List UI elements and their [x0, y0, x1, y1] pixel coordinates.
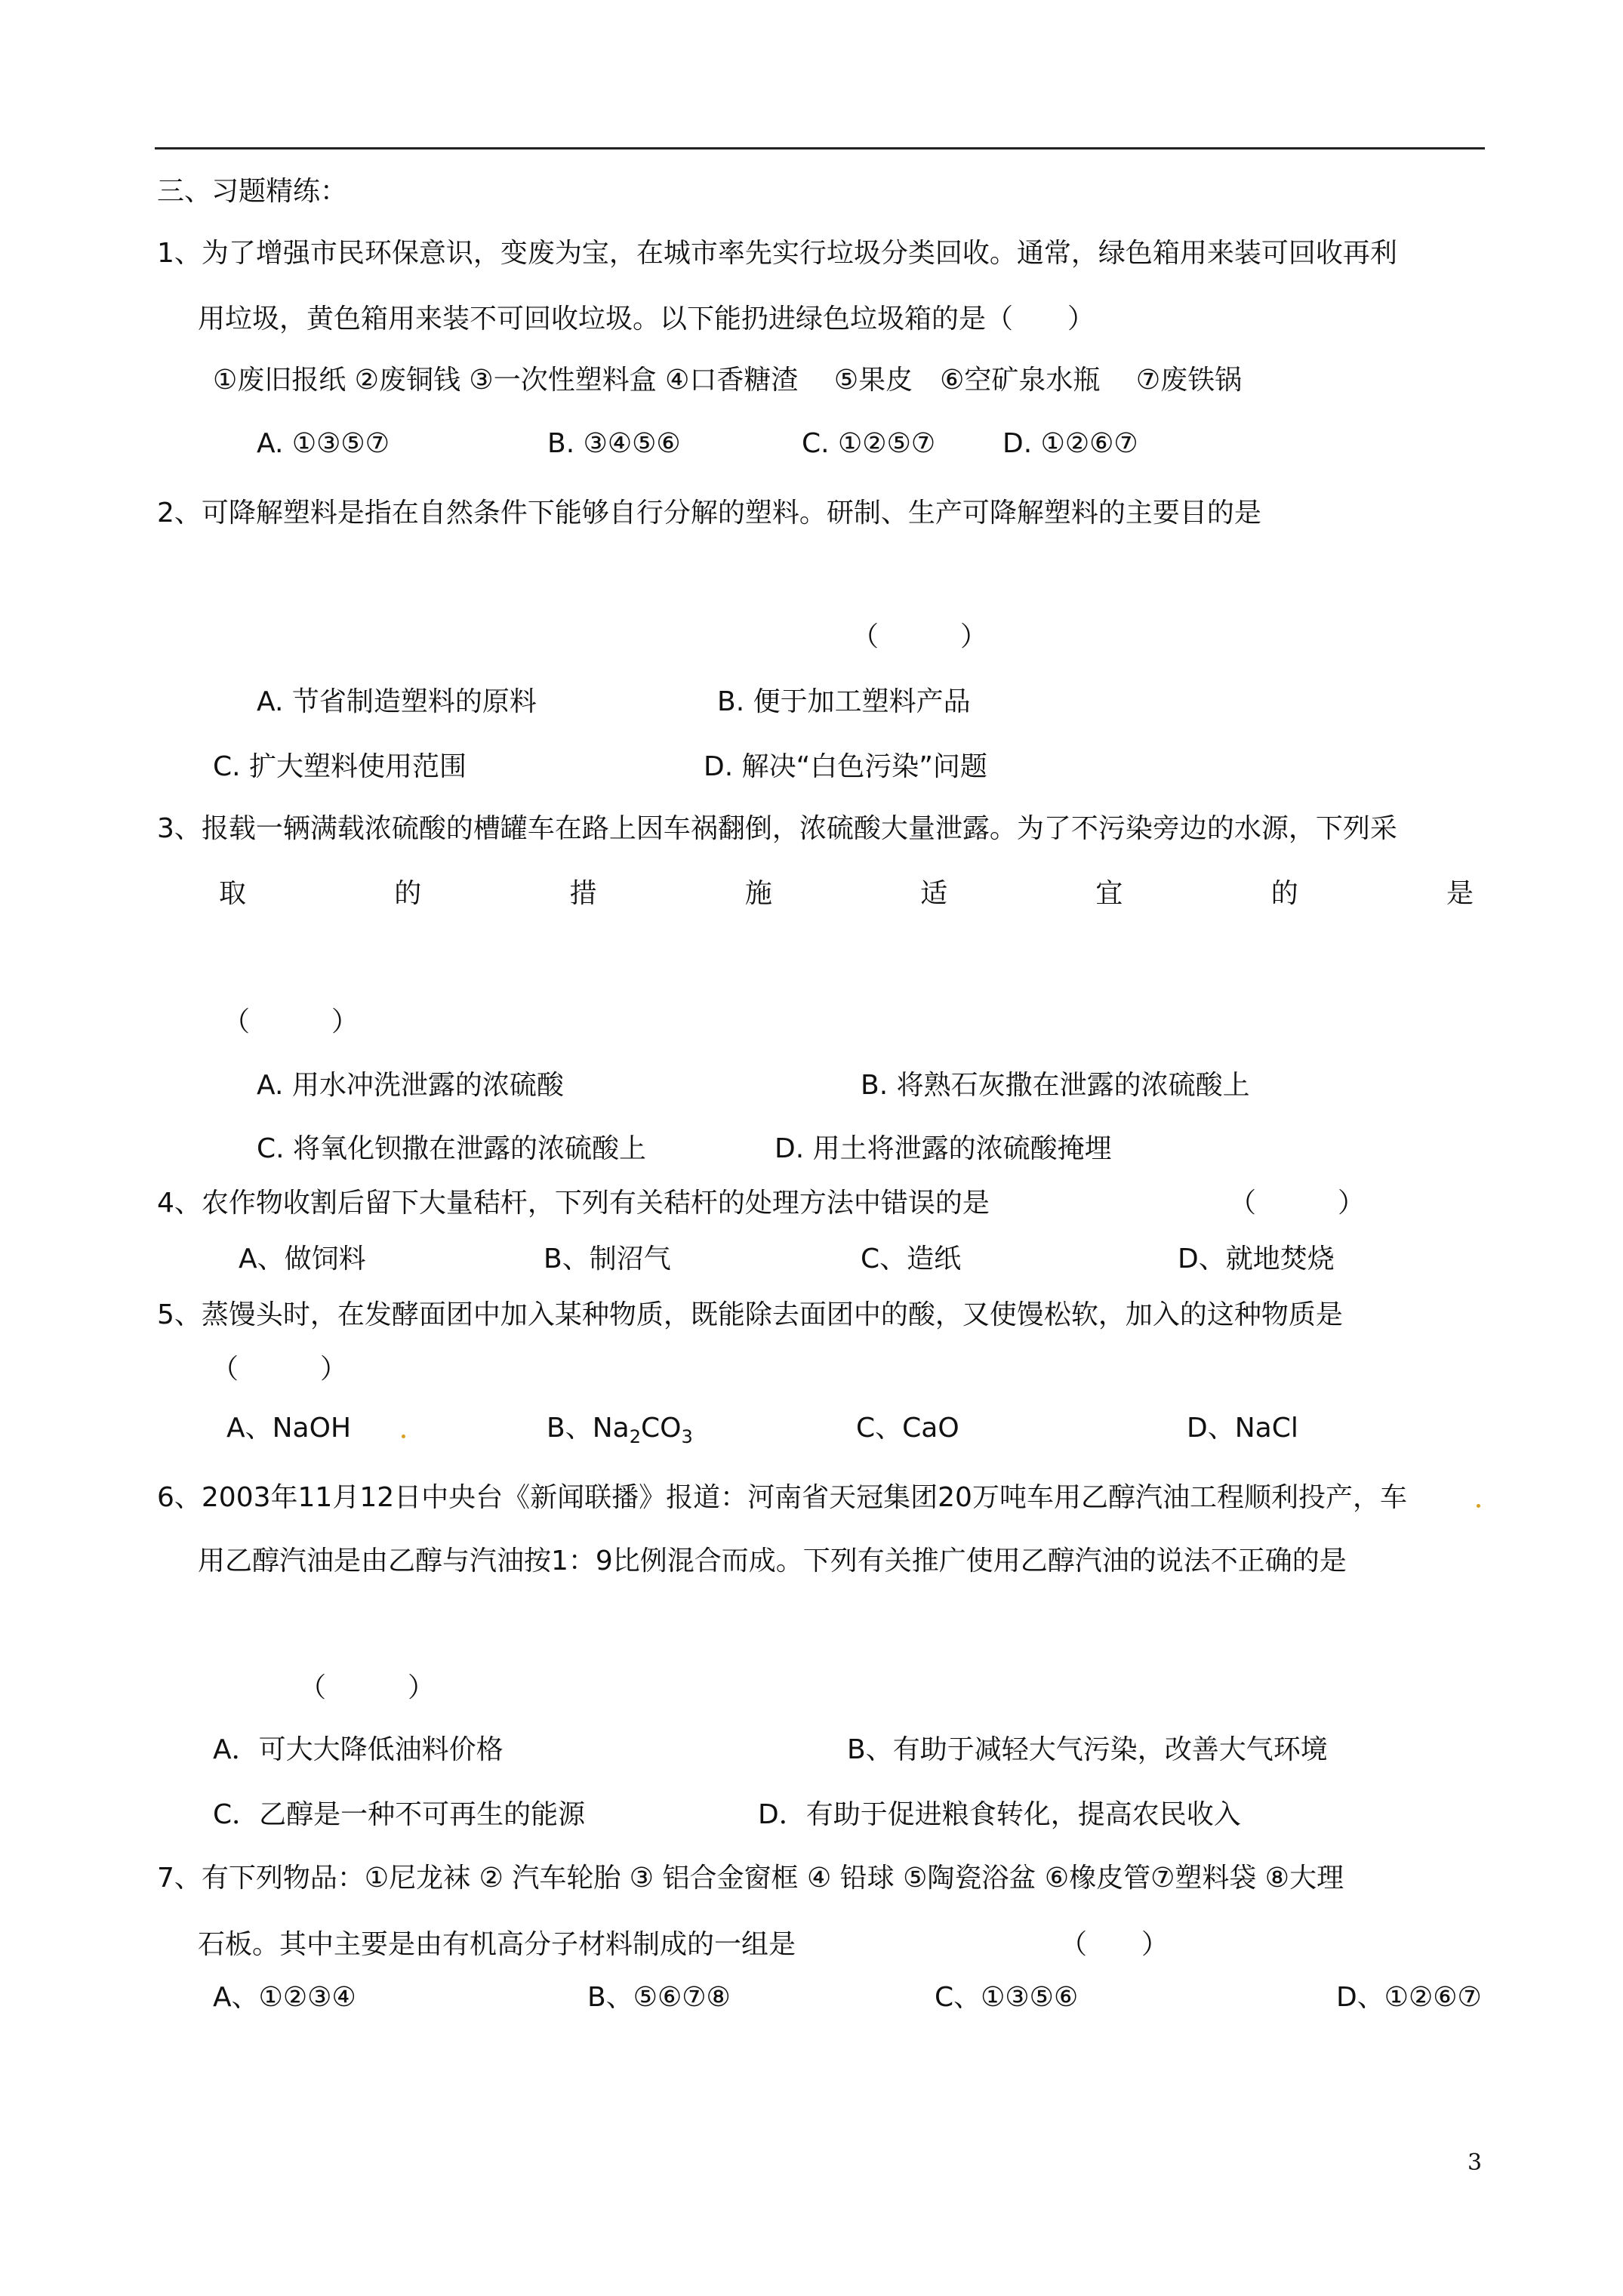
question-5-bracket: （ ）	[211, 1354, 348, 1385]
question-1-option-c: C. ①②⑤⑦	[802, 428, 936, 459]
question-5-line-1: 5、蒸馒头时，在发酵面团中加入某种物质，既能除去面团中的酸，又使馒松软，加入的这种物质是	[157, 1299, 1343, 1330]
question-7-option-d: D、①②⑥⑦	[1336, 1982, 1482, 2013]
stray-mark	[402, 1435, 405, 1438]
question-4-option-a: A、做饲料	[239, 1244, 366, 1274]
question-5-option-d: D、NaCl	[1187, 1413, 1298, 1444]
question-6-line-1: 6、2003年11月12日中央台《新闻联播》报道：河南省天冠集团20万吨车用乙醇汽油工程顺利投产，车	[157, 1482, 1407, 1513]
page-number: 3	[1467, 2150, 1483, 2176]
question-6-option-a: A．可大大降低油料价格	[213, 1734, 504, 1765]
question-7-bracket: （ ）	[1060, 1929, 1169, 1960]
question-7-line-1: 7、有下列物品：①尼龙袜 ② 汽车轮胎 ③ 铝合金窗框 ④ 铅球 ⑤陶瓷浴盆 ⑥橡皮管⑦塑料袋 ⑧大理	[157, 1863, 1344, 1894]
spread-char: 的	[394, 878, 422, 909]
spread-char: 措	[569, 878, 597, 909]
question-2-option-c: C. 扩大塑料使用范围	[213, 751, 467, 782]
question-6-option-d: D．有助于促进粮食转化，提高农民收入	[758, 1799, 1241, 1830]
question-4-option-d: D、就地焚烧	[1178, 1244, 1335, 1274]
question-3-line-1: 3、报载一辆满载浓硫酸的槽罐车在路上因车祸翻倒，浓硫酸大量泄露。为了不污染旁边的水源，下列采	[157, 813, 1397, 844]
question-7-line-2: 石板。其中主要是由有机高分子材料制成的一组是	[198, 1929, 796, 1960]
question-1-option-a: A. ①③⑤⑦	[257, 428, 390, 459]
spread-char: 宜	[1095, 878, 1123, 909]
question-2-option-d: D. 解决“白色污染”问题	[704, 751, 987, 782]
question-6-bracket: （ ）	[299, 1672, 436, 1703]
question-3-option-b: B. 将熟石灰撒在泄露的浓硫酸上	[861, 1070, 1250, 1101]
question-2-option-b: B. 便于加工塑料产品	[717, 686, 971, 717]
spread-char: 的	[1270, 878, 1298, 909]
question-4-line-1: 4、农作物收割后留下大量秸杆，下列有关秸杆的处理方法中错误的是	[157, 1188, 990, 1219]
stray-mark	[1477, 1504, 1480, 1508]
question-2-bracket: （ ）	[852, 621, 988, 652]
question-3-option-c: C. 将氧化钡撒在泄露的浓硫酸上	[257, 1133, 647, 1164]
question-1-items: ①废旧报纸 ②废铜钱 ③一次性塑料盒 ④口香糖渣 ⑤果皮 ⑥空矿泉水瓶 ⑦废铁锅	[213, 365, 1243, 396]
spread-char: 施	[744, 878, 772, 909]
question-1-line-2: 用垃圾，黄色箱用来装不可回收垃圾。以下能扔进绿色垃圾箱的是（ ）	[198, 304, 1095, 334]
question-4-option-c: C、造纸	[861, 1244, 962, 1274]
spread-char: 取	[219, 878, 247, 909]
question-4-option-b: B、制沼气	[544, 1244, 671, 1274]
question-3-option-a: A. 用水冲洗泄露的浓硫酸	[257, 1070, 564, 1101]
question-1-option-d: D. ①②⑥⑦	[1002, 428, 1138, 459]
question-4-bracket: （ ）	[1229, 1188, 1366, 1219]
question-5-option-a: A、NaOH	[226, 1413, 352, 1444]
section-title: 三、习题精练：	[157, 176, 348, 207]
question-2-line-1: 2、可降解塑料是指在自然条件下能够自行分解的塑料。研制、生产可降解塑料的主要目的是	[157, 498, 1261, 529]
question-1-line-1: 1、为了增强市民环保意识，变废为宝，在城市率先实行垃圾分类回收。通常，绿色箱用来装可回收再利	[157, 238, 1397, 269]
question-6-option-b: B、有助于减轻大气污染，改善大气环境	[847, 1734, 1328, 1765]
question-6-line-2: 用乙醇汽油是由乙醇与汽油按1：9比例混合而成。下列有关推广使用乙醇汽油的说法不正确的是	[198, 1546, 1347, 1576]
question-2-option-a: A. 节省制造塑料的原料	[257, 686, 537, 717]
question-3-option-d: D. 用土将泄露的浓硫酸掩埋	[775, 1133, 1112, 1164]
question-3-bracket: （ ）	[223, 1006, 359, 1037]
spread-char: 适	[920, 878, 948, 909]
spread-char: 是	[1446, 878, 1474, 909]
question-5-option-b: B、$Na_2CO_3$	[547, 1413, 693, 1447]
question-7-option-c: C、①③⑤⑥	[935, 1982, 1079, 2013]
header-rule	[155, 147, 1485, 149]
question-7-option-b: B、⑤⑥⑦⑧	[587, 1982, 731, 2013]
question-6-option-c: C．乙醇是一种不可再生的能源	[213, 1799, 586, 1830]
question-3-spread-line	[219, 880, 1474, 908]
question-7-option-a: A、①②③④	[213, 1982, 356, 2013]
question-1-option-b: B. ③④⑤⑥	[547, 428, 681, 459]
question-5-option-c: C、CaO	[856, 1413, 959, 1444]
